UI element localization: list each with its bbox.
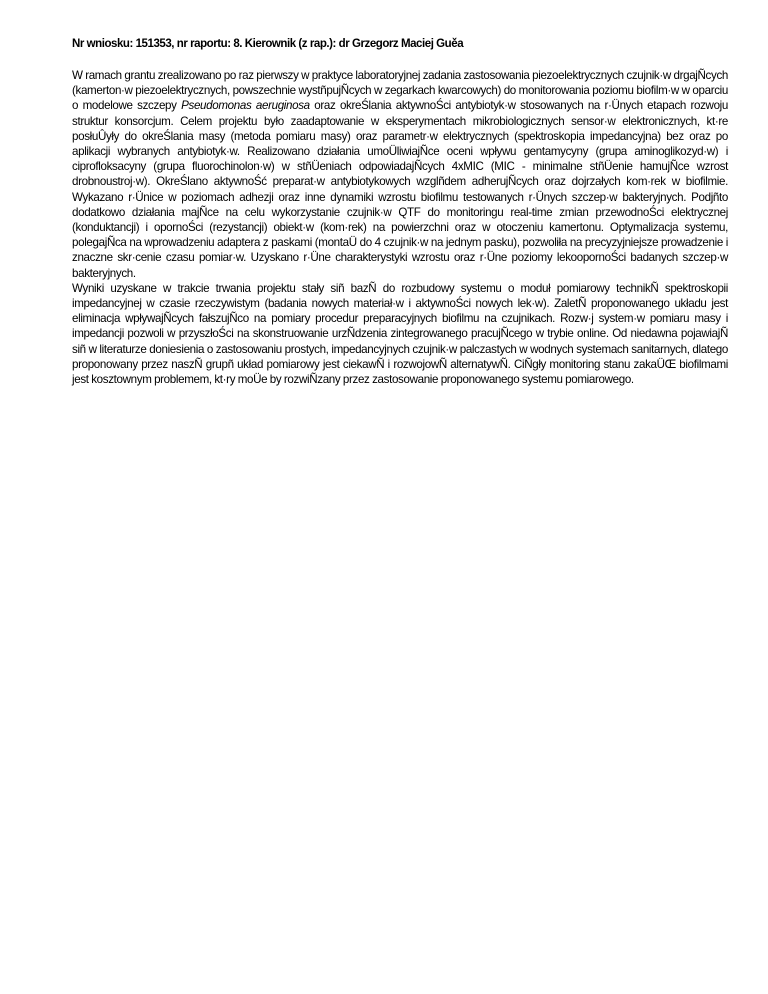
report-header-text: Nr wniosku: 151353, nr raportu: 8. Kierownik (z rap.): dr Grzegorz Maciej Guěa	[72, 38, 464, 50]
species-name: Pseudomonas aeruginosa	[181, 99, 310, 113]
report-header	[72, 36, 728, 52]
paragraph-1	[72, 68, 728, 281]
paragraph-2	[72, 281, 728, 387]
paragraph-2-text: Wyniki uzyskane w trakcie trwania projektu stały siñ bazÑ do rozbudowy systemu o moduł pomiarowy technikÑ spektroskopii impedancyjnej w czasie rzeczywistym (badania nowych materiał·w i aktywnoŚci nowych lek·w). ZaletÑ proponowanego układu jest eliminacja wpływajÑcych fałszujÑco na pomiary procedur preparacyjnych biofilmu na czujnikach. Rozw·j system·w pomiaru masy i impedancji pozwoli w przyszłoŚci na skonstruowanie urzÑdzenia zintegrowanego pracujÑcego w trybie online. Od niedawna pojawiajÑ siñ w literaturze doniesienia o zastosowaniu prostych, impedancyjnych czujnik·w palczastych w wodnych systemach sanitarnych, dlatego proponowany przez naszÑ grupñ układ pomiarowy jest ciekawÑ i rozwojowÑ alternatywÑ. CiÑgły monitoring stanu zakaÜŒ biofilmami jest kosztownym problemem, kt·ry moÜe by rozwiÑzany przez zastosowanie proponowanego systemu pomiarowego.	[72, 281, 728, 387]
document-page	[72, 36, 728, 387]
paragraph-1-text-b: oraz okreŚlania aktywnoŚci antybiotyk·w stosowanych na r·Ünych etapach rozwoju struktur konsorcjum. Celem projektu było zaadaptowanie w eksperymentach mikrobiologicznych sensor·w elektronicznych, kt·re posłuÛyły do okreŚlania masy (metoda pomiaru masy) oraz parametr·w elektrycznych (spektroskopia impedancyjna) bez oraz po aplikacji wybranych antybiotyk·w. Realizowano działania umoÜliwiajÑce oceni wpływu gentamycyny (grupa aminoglikozyd·w) i ciprofloksacyny (grupa fluorochinolon·w) w stñÜeniach odpowiadajÑcych 4xMIC (MIC - minimalne stñÜenie hamujÑce wzrost drobnoustroj·w). OkreŚlano aktywnoŚć preparat·w antybiotykowych wzglñdem adherujÑcych oraz dojrzałych kom·rek w biofilmie. Wykazano r·Ünice w poziomach adhezji oraz inne dynamiki wzrostu biofilmu testowanych r·Ünych szczep·w bakteryjnych. Podjñto dodatkowo działania majÑce na celu wykorzystanie czujnik·w QTF do monitoringu real-time zmian przewodnoŚci elektrycznej (konduktancji) i opornoŚci (rezystancji) obiekt·w (kom·rek) na powierzchni oraz w otoczeniu kamertonu. Optymalizacja systemu, polegajÑca na wprowadzeniu adaptera z paskami (montaÜ do 4 czujnik·w na jednym pasku), pozwoliła na precyzyjniejsze prowadzenie i znaczne skr·cenie czasu pomiar·w. Uzyskano r·Üne charakterystyki wzrostu oraz r·Üne poziomy lekoopornoŚci badanych szczep·w bakteryjnych.	[72, 99, 728, 280]
paragraph-1-text-a: W ramach grantu zrealizowano po raz pierwszy w praktyce laboratoryjnej zadania zastosowania piezoelektrycznych czujnik·w drgajÑcych (kamerton·w piezoelektrycznych, powszechnie wystñpujÑcych w zegarkach kwarcowych) do monitorowania poziomu biofilm·w w oparciu o modelowe szczepy	[72, 69, 728, 113]
